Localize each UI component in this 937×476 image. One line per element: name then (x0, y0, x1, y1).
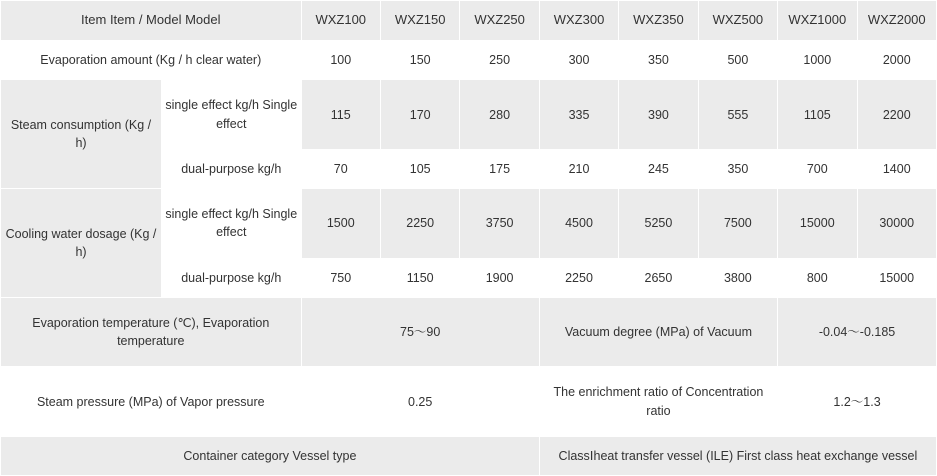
cell-cooling-single-wxz350: 5250 (619, 188, 698, 258)
cell-steam-dual-wxz1000: 700 (778, 149, 857, 188)
table-header-row (1, 1, 937, 41)
table-row-evaporation-amount (1, 41, 937, 80)
table-row-container-category (1, 436, 937, 475)
cell-steam-pressure-value: 0.25 (301, 367, 539, 437)
table-row-steam-consumption-single (1, 80, 937, 150)
cell-steam-dual-wxz150: 105 (380, 149, 459, 188)
header-model-wxz100: WXZ100 (301, 1, 380, 41)
sublabel-steam-consumption-single-effect: single effect kg/h Single effect (162, 80, 302, 150)
cell-evaporation-amount-wxz100: 100 (301, 41, 380, 80)
cell-cooling-dual-wxz350: 2650 (619, 258, 698, 297)
cell-evaporation-amount-wxz250: 250 (460, 41, 539, 80)
cell-steam-dual-wxz2000: 1400 (857, 149, 937, 188)
cell-steam-single-wxz1000: 1105 (778, 80, 857, 150)
cell-cooling-single-wxz300: 4500 (539, 188, 618, 258)
cell-cooling-single-wxz500: 7500 (698, 188, 777, 258)
header-model-wxz2000: WXZ2000 (857, 1, 937, 41)
row-label-container-category: Container category Vessel type (1, 436, 540, 475)
label-concentration-ratio: The enrichment ratio of Concentration ratio (539, 367, 777, 437)
row-label-steam-consumption: Steam consumption (Kg / h) (1, 80, 162, 189)
cell-evaporation-amount-wxz1000: 1000 (778, 41, 857, 80)
cell-cooling-single-wxz250: 3750 (460, 188, 539, 258)
cell-cooling-dual-wxz300: 2250 (539, 258, 618, 297)
cell-cooling-dual-wxz250: 1900 (460, 258, 539, 297)
cell-cooling-dual-wxz2000: 15000 (857, 258, 937, 297)
sublabel-cooling-water-dual-purpose: dual-purpose kg/h (162, 258, 302, 297)
cell-evaporation-amount-wxz350: 350 (619, 41, 698, 80)
sublabel-steam-consumption-dual-purpose: dual-purpose kg/h (162, 149, 302, 188)
cell-steam-single-wxz2000: 2200 (857, 80, 937, 150)
cell-steam-dual-wxz500: 350 (698, 149, 777, 188)
row-label-steam-pressure: Steam pressure (MPa) of Vapor pressure (1, 367, 302, 437)
header-model-wxz250: WXZ250 (460, 1, 539, 41)
cell-evaporation-amount-wxz150: 150 (380, 41, 459, 80)
cell-cooling-single-wxz2000: 30000 (857, 188, 937, 258)
cell-evaporation-temperature-value: 75～90 (301, 297, 539, 367)
cell-steam-single-wxz100: 115 (301, 80, 380, 150)
cell-concentration-ratio-value: 1.2～1.3 (778, 367, 937, 437)
cell-steam-single-wxz350: 390 (619, 80, 698, 150)
sublabel-cooling-water-single-effect: single effect kg/h Single effect (162, 188, 302, 258)
row-label-cooling-water-dosage: Cooling water dosage (Kg / h) (1, 188, 162, 297)
cell-cooling-dual-wxz1000: 800 (778, 258, 857, 297)
cell-evaporation-amount-wxz2000: 2000 (857, 41, 937, 80)
cell-steam-single-wxz250: 280 (460, 80, 539, 150)
header-model-wxz350: WXZ350 (619, 1, 698, 41)
cell-evaporation-amount-wxz300: 300 (539, 41, 618, 80)
cell-cooling-single-wxz150: 2250 (380, 188, 459, 258)
table-row-cooling-water-single (1, 188, 937, 258)
cell-steam-single-wxz150: 170 (380, 80, 459, 150)
row-label-evaporation-temperature: Evaporation temperature (℃), Evaporation temperature (1, 297, 302, 367)
cell-steam-dual-wxz350: 245 (619, 149, 698, 188)
header-model-wxz500: WXZ500 (698, 1, 777, 41)
cell-cooling-single-wxz1000: 15000 (778, 188, 857, 258)
cell-cooling-dual-wxz150: 1150 (380, 258, 459, 297)
cell-steam-dual-wxz300: 210 (539, 149, 618, 188)
cell-steam-dual-wxz100: 70 (301, 149, 380, 188)
header-model-wxz300: WXZ300 (539, 1, 618, 41)
label-vacuum-degree: Vacuum degree (MPa) of Vacuum (539, 297, 777, 367)
table-row-evaporation-temperature (1, 297, 937, 367)
cell-cooling-dual-wxz100: 750 (301, 258, 380, 297)
cell-cooling-dual-wxz500: 3800 (698, 258, 777, 297)
cell-container-category-value: ClassⅠheat transfer vessel (ILE) First class heat exchange vessel (539, 436, 936, 475)
cell-evaporation-amount-wxz500: 500 (698, 41, 777, 80)
cell-steam-single-wxz300: 335 (539, 80, 618, 150)
table-row-steam-pressure (1, 367, 937, 437)
cell-cooling-single-wxz100: 1500 (301, 188, 380, 258)
header-item-model: Item Item / Model Model (1, 1, 302, 41)
cell-steam-single-wxz500: 555 (698, 80, 777, 150)
cell-steam-dual-wxz250: 175 (460, 149, 539, 188)
header-model-wxz1000: WXZ1000 (778, 1, 857, 41)
row-label-evaporation-amount: Evaporation amount (Kg / h clear water) (1, 41, 302, 80)
header-model-wxz150: WXZ150 (380, 1, 459, 41)
cell-vacuum-degree-value: -0.04～-0.185 (778, 297, 937, 367)
